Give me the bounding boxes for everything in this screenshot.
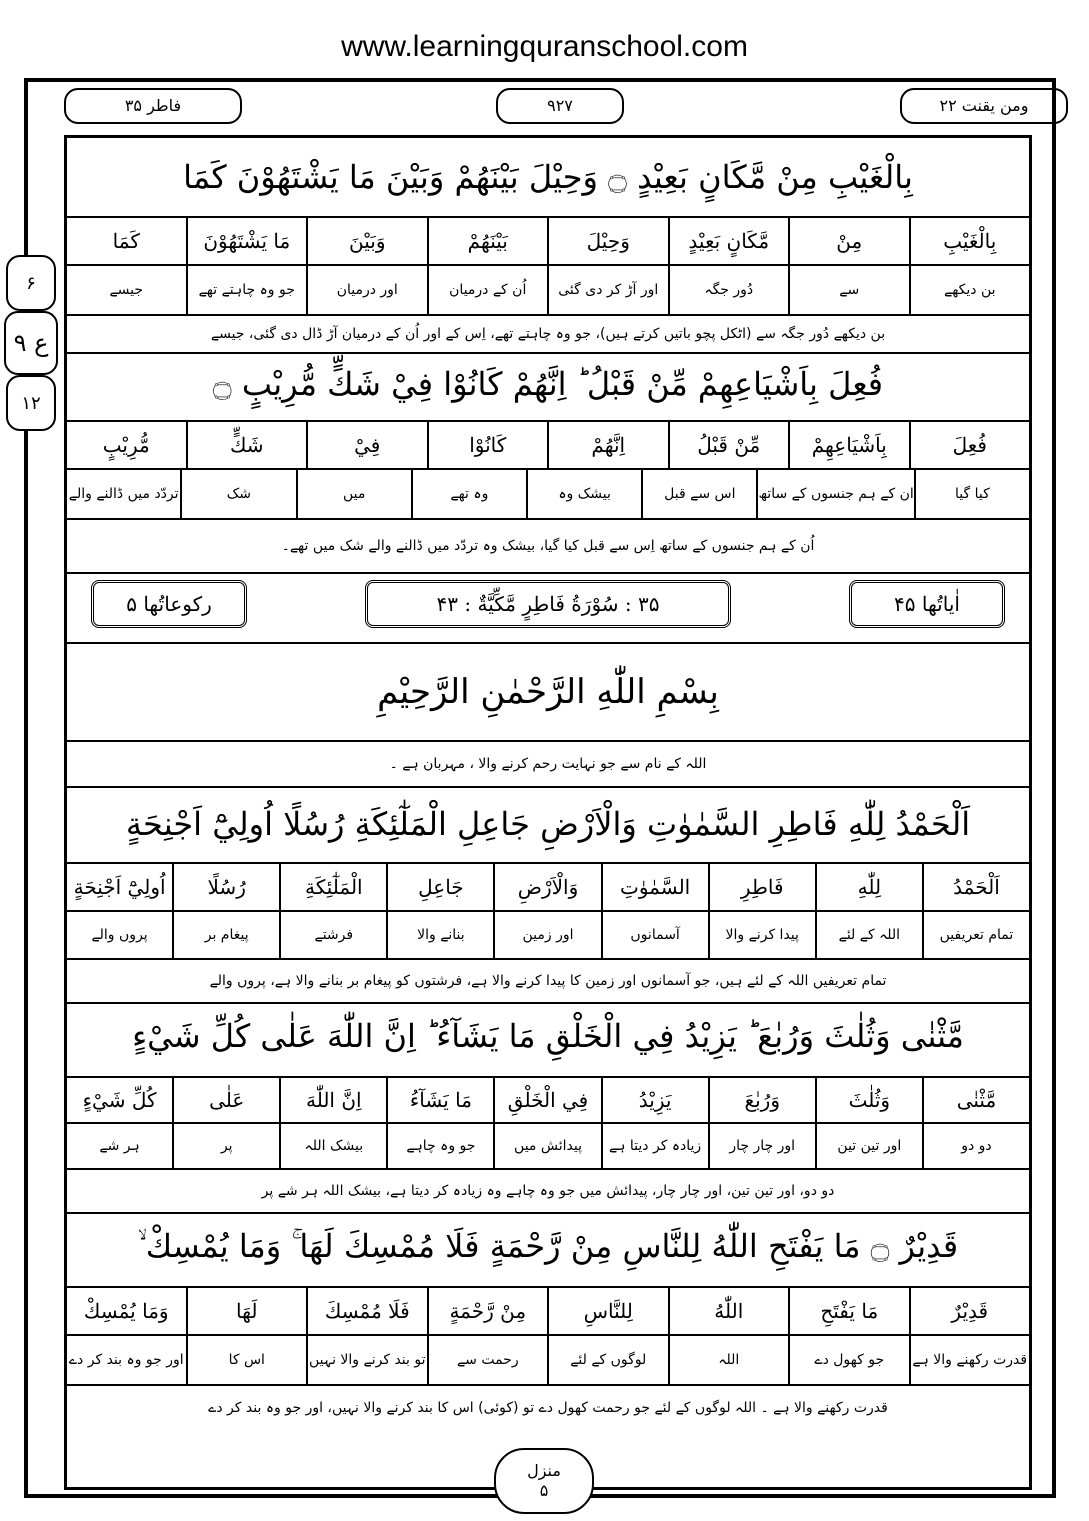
word-cell: مُّرِيْبٍ bbox=[102, 433, 150, 457]
word-cell: وَمَا يُمْسِكْ bbox=[83, 1299, 169, 1323]
word-cell: مَا يَفْتَحِ bbox=[788, 1288, 909, 1334]
word-cell: قَدِيْرٌ bbox=[909, 1288, 1030, 1334]
meaning-cell: تردّد میں ڈالنے والے bbox=[68, 486, 179, 502]
word-cell: مَّكَانٍ بَعِيْدٍ bbox=[668, 218, 789, 264]
surah-header bbox=[67, 566, 1029, 788]
meaning-row bbox=[67, 912, 1029, 960]
meaning-cell: اور تین تین bbox=[815, 1124, 922, 1168]
meaning-cell: دو دو bbox=[922, 1124, 1029, 1168]
manzil-label: منزل bbox=[527, 1461, 561, 1480]
word-cell: فُعِلَ bbox=[909, 422, 1030, 468]
meaning-cell: میں bbox=[296, 470, 411, 518]
meaning-cell: زیادہ کر دیتا ہے bbox=[601, 1124, 708, 1168]
ayah-text: فُعِلَ بِاَشْيَاعِهِمْ مِّنْ قَبْلُ ؕ اِنَّهُمْ كَانُوْا فِيْ شَكٍّ مُّرِيْبٍ ۝ bbox=[67, 348, 1029, 422]
meaning-cell: پیدائش میں bbox=[493, 1124, 600, 1168]
ruku-marker-top: ۶ bbox=[6, 255, 56, 311]
meaning-row bbox=[67, 1336, 1029, 1386]
word-cell: لِلّٰهِ bbox=[815, 864, 922, 910]
word-cell: وَحِيْلَ bbox=[547, 218, 668, 264]
word-cell: رُسُلًا bbox=[172, 864, 279, 910]
ruku-marker bbox=[6, 255, 56, 431]
header-page-number: ۹۲۷ bbox=[496, 88, 624, 124]
meaning-cell: رحمت سے bbox=[427, 1336, 548, 1384]
header-surah-label: فاطر ۳۵ bbox=[64, 88, 242, 124]
word-cell: فِيْ bbox=[306, 422, 427, 468]
verse-block-3 bbox=[67, 786, 1029, 1004]
translation-line: دو دو، اور تین تین، اور چار چار، پیدائش میں جو وہ چاہے وہ زیادہ کر دیتا ہے، بیشک اللہ ہر شے پر bbox=[67, 1170, 1029, 1214]
meaning-cell: ہر شے bbox=[99, 1138, 140, 1154]
meaning-cell: فرشتے bbox=[279, 912, 386, 958]
meaning-cell: اس سے قبل bbox=[641, 470, 756, 518]
word-cell: مَّثْنٰى bbox=[922, 1078, 1029, 1122]
verse-block-5 bbox=[67, 1206, 1029, 1430]
word-cell: بَيْنَهُمْ bbox=[427, 218, 548, 264]
meaning-cell: شک bbox=[180, 470, 295, 518]
ruku-marker-bottom: ۱۲ bbox=[6, 375, 56, 431]
meaning-cell: دُور جگہ bbox=[668, 266, 789, 314]
word-cell: بِاَشْيَاعِهِمْ bbox=[788, 422, 909, 468]
word-cell: لِلنَّاسِ bbox=[547, 1288, 668, 1334]
word-cell: فِي الْخَلْقِ bbox=[493, 1078, 600, 1122]
meaning-cell: پیدا کرنے والا bbox=[708, 912, 815, 958]
word-row bbox=[67, 422, 1029, 470]
translation-line: اُن کے ہم جنسوں کے ساتھ اِس سے قبل کیا گیا، بیشک وہ تردّد میں ڈالنے والے شک میں تھے۔ bbox=[67, 520, 1029, 574]
verse-block-2 bbox=[67, 348, 1029, 574]
word-cell: مِنْ رَّحْمَةٍ bbox=[427, 1288, 548, 1334]
ayat-count-plate: اٰیاتُھا ۴۵ bbox=[849, 580, 1005, 628]
word-row bbox=[67, 864, 1029, 912]
translation-line: قدرت رکھنے والا ہے ۔ اللہ لوگوں کے لئے جو رحمت کھول دے تو (کوئی) اس کا بند کرنے والا نہیں، اور جو وہ بند کر دے bbox=[208, 1400, 888, 1416]
meaning-row bbox=[67, 470, 1029, 520]
meaning-cell: اللہ کے لئے bbox=[815, 912, 922, 958]
word-cell: اُولِيْٓ اَجْنِحَةٍ bbox=[73, 875, 166, 899]
word-cell: كَمَا bbox=[112, 229, 140, 253]
meaning-cell: جیسے bbox=[109, 282, 144, 298]
meaning-row bbox=[67, 266, 1029, 316]
verse-block-4 bbox=[67, 996, 1029, 1214]
word-cell: وَثُلٰثَ bbox=[815, 1078, 922, 1122]
bismillah-translation: اللہ کے نام سے جو نہایت رحم کرنے والا ، مہربان ہے ۔ bbox=[67, 742, 1029, 788]
word-cell: فَاطِرِ bbox=[708, 864, 815, 910]
word-cell: مَا يَشَآءُ bbox=[386, 1078, 493, 1122]
meaning-cell: اور زمین bbox=[493, 912, 600, 958]
meaning-cell: اور چار چار bbox=[708, 1124, 815, 1168]
word-cell: مَا يَشْتَهُوْنَ bbox=[186, 218, 307, 264]
meaning-cell: جو وہ چاہے bbox=[386, 1124, 493, 1168]
word-cell: لَهَا bbox=[186, 1288, 307, 1334]
meaning-cell: لوگوں کے لئے bbox=[547, 1336, 668, 1384]
word-row bbox=[67, 218, 1029, 266]
header-juz-label: ومن یقنت ۲۲ bbox=[900, 88, 1068, 124]
meaning-cell: اور جو وہ بند کر دے bbox=[68, 1352, 184, 1368]
meaning-cell: سے bbox=[788, 266, 909, 314]
word-cell: اِنَّ اللّٰهَ bbox=[279, 1078, 386, 1122]
meaning-cell: اللہ bbox=[668, 1336, 789, 1384]
meaning-cell: پروں والے bbox=[91, 927, 148, 943]
word-cell: عَلٰى bbox=[172, 1078, 279, 1122]
translation-line: تمام تعریفیں اللہ کے لئے ہیں، جو آسمانوں اور زمین کا پیدا کرنے والا ہے، فرشتوں کو پیغام بر بنانے والا ہے، پروں والے bbox=[67, 960, 1029, 1004]
meaning-cell: پیغام بر bbox=[172, 912, 279, 958]
meaning-cell: اُن کے درمیان bbox=[427, 266, 548, 314]
ruku-marker-middle: ع ۹ bbox=[4, 311, 58, 375]
surah-header-bar bbox=[67, 566, 1029, 644]
ayah-text: بِالْغَيْبِ مِنْ مَّكَانٍ بَعِيْدٍ ۝ وَحِيْلَ بَيْنَهُمْ وَبَيْنَ مَا يَشْتَهُوْنَ كَمَا bbox=[67, 138, 1029, 218]
ayah-text: قَدِيْرٌ ۝ مَا يَفْتَحِ اللّٰهُ لِلنَّاسِ مِنْ رَّحْمَةٍ فَلَا مُمْسِكَ لَهَا ۚ وَمَا يُمْسِكْ ۙ bbox=[67, 1206, 1029, 1288]
word-cell: شَكٍّ bbox=[186, 422, 307, 468]
verse-block-1 bbox=[67, 138, 1029, 354]
word-cell: مِنْ bbox=[788, 218, 909, 264]
word-row bbox=[67, 1078, 1029, 1124]
ayah-text: اَلْحَمْدُ لِلّٰهِ فَاطِرِ السَّمٰوٰتِ وَالْاَرْضِ جَاعِلِ الْمَلٰٓئِكَةِ رُسُلًا اُولِيْٓ اَجْنِحَةٍ bbox=[67, 786, 1029, 864]
word-cell: يَزِيْدُ bbox=[601, 1078, 708, 1122]
word-cell: الْمَلٰٓئِكَةِ bbox=[279, 864, 386, 910]
meaning-cell: بنانے والا bbox=[386, 912, 493, 958]
meaning-cell: کیا گیا bbox=[914, 470, 1029, 518]
meaning-cell: بن دیکھے bbox=[909, 266, 1030, 314]
word-cell: جَاعِلِ bbox=[386, 864, 493, 910]
meaning-row bbox=[67, 1124, 1029, 1170]
word-cell: وَبَيْنَ bbox=[306, 218, 427, 264]
word-cell: فَلَا مُمْسِكَ bbox=[306, 1288, 427, 1334]
meaning-cell: بیشک اللہ bbox=[279, 1124, 386, 1168]
translation-line: بن دیکھے دُور جگہ سے (اٹکل پچو باتیں کرتے ہیں)، جو وہ چاہتے تھے، اِس کے اور اُن کے درمیان آڑ ڈال دی گئی، جیسے bbox=[67, 316, 1029, 354]
meaning-cell: قدرت رکھنے والا ہے bbox=[909, 1336, 1030, 1384]
word-cell: اللّٰهُ bbox=[668, 1288, 789, 1334]
meaning-cell: پر bbox=[172, 1124, 279, 1168]
meaning-cell: جو کھول دے bbox=[788, 1336, 909, 1384]
word-cell: اَلْحَمْدُ bbox=[922, 864, 1029, 910]
word-cell: مِّنْ قَبْلُ bbox=[668, 422, 789, 468]
meaning-cell: جو وہ چاہتے تھے bbox=[186, 266, 307, 314]
word-row bbox=[67, 1288, 1029, 1336]
site-url: www.learningquranschool.com bbox=[341, 30, 748, 63]
word-cell: كَانُوْا bbox=[427, 422, 548, 468]
word-cell: بِالْغَيْبِ bbox=[909, 218, 1030, 264]
meaning-cell: تو بند کرنے والا نہیں bbox=[306, 1336, 427, 1384]
meaning-cell: اور آڑ کر دی گئی bbox=[547, 266, 668, 314]
meaning-cell: اور درمیان bbox=[306, 266, 427, 314]
ruku-count-plate: رکوعاتُھا ۵ bbox=[91, 580, 247, 628]
word-cell: وَالْاَرْضِ bbox=[493, 864, 600, 910]
word-cell: السَّمٰوٰتِ bbox=[601, 864, 708, 910]
meaning-cell: اس کا bbox=[186, 1336, 307, 1384]
meaning-cell: تمام تعریفیں bbox=[922, 912, 1029, 958]
meaning-cell: آسمانوں bbox=[601, 912, 708, 958]
meaning-cell: بیشک وہ bbox=[526, 470, 641, 518]
ayah-text: مَّثْنٰى وَثُلٰثَ وَرُبٰعَ ؕ يَزِيْدُ فِي الْخَلْقِ مَا يَشَآءُ ؕ اِنَّ اللّٰهَ عَلٰى كُلِّ شَيْءٍ bbox=[67, 996, 1029, 1078]
bismillah-arabic: بِسْمِ اللّٰهِ الرَّحْمٰنِ الرَّحِيْمِ bbox=[67, 644, 1029, 742]
word-cell: اِنَّهُمْ bbox=[547, 422, 668, 468]
surah-title-plate: ۳۵ : سُوْرَةُ فَاطِرٍ مَّكِّيَّةٌ : ۴۳ bbox=[365, 580, 731, 628]
meaning-cell: ان کے ہم جنسوں کے ساتھ bbox=[756, 470, 913, 518]
word-cell: وَرُبٰعَ bbox=[708, 1078, 815, 1122]
word-cell: كُلِّ شَيْءٍ bbox=[82, 1088, 157, 1112]
meaning-cell: وہ تھے bbox=[411, 470, 526, 518]
manzil-number: ۵ bbox=[539, 1481, 549, 1500]
manzil-marker bbox=[494, 1448, 594, 1514]
